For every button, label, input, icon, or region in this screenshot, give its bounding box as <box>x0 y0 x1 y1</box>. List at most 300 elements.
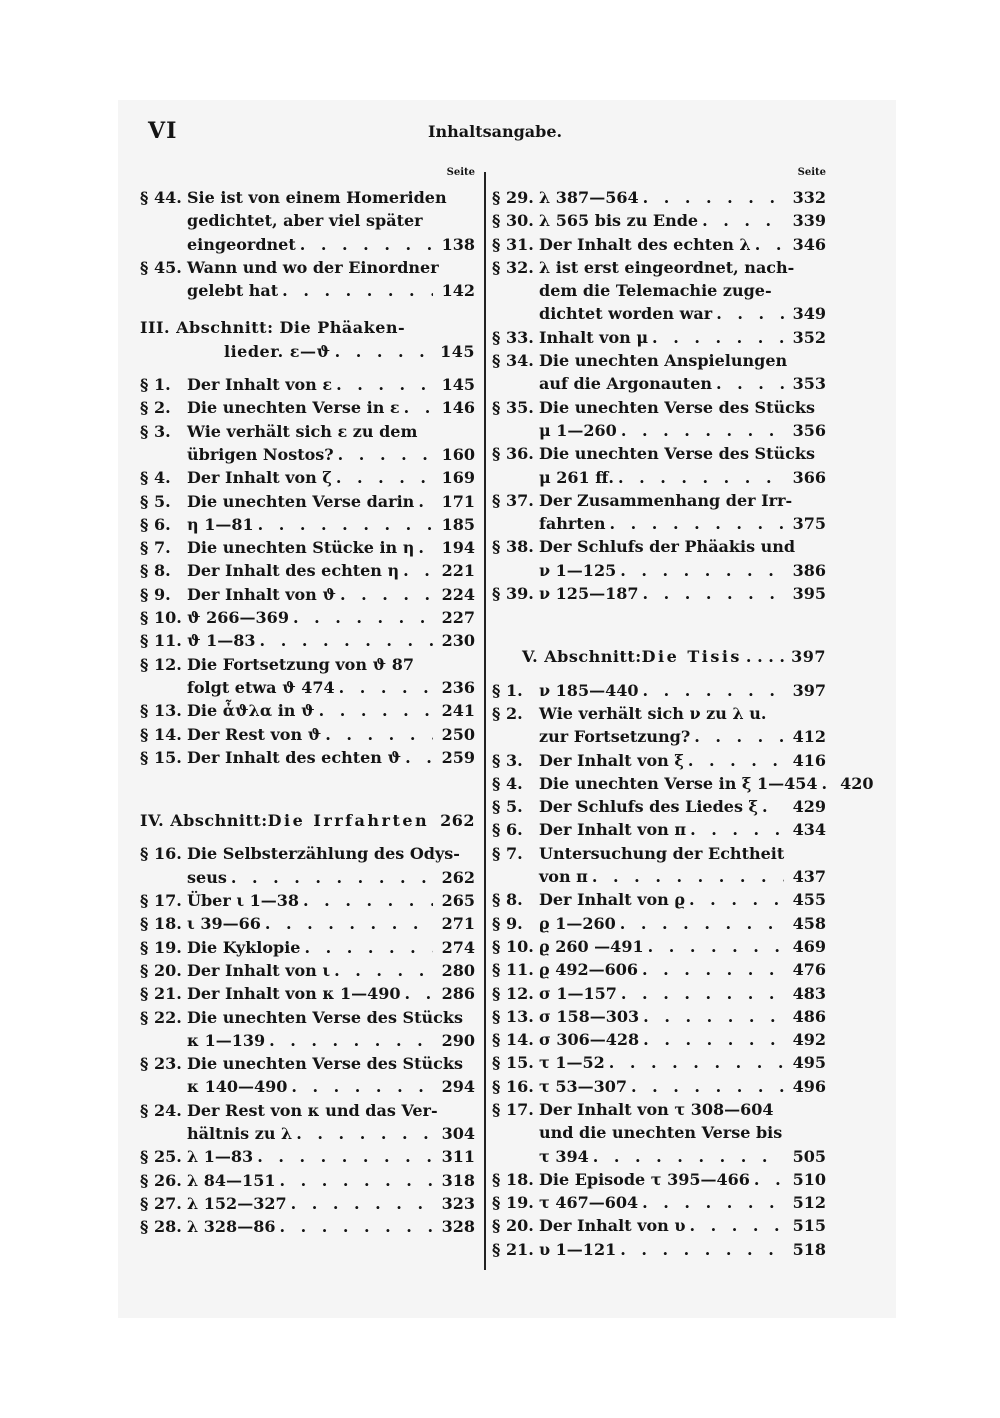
toc-entry <box>140 256 475 303</box>
leader-dots <box>418 536 433 559</box>
leader-dots <box>300 233 433 256</box>
entry-text: Der Schlufs der Phäakis und <box>539 537 796 557</box>
section-number: § 24. <box>140 1100 182 1120</box>
entry-text: fahrten <box>539 514 606 534</box>
leader-dots <box>335 340 433 363</box>
entry-text: λ 152—327 <box>187 1193 287 1213</box>
leader-dots <box>642 582 784 605</box>
toc-entry-line <box>492 396 826 419</box>
page-ref: 328 <box>441 1217 475 1237</box>
leader-dots <box>620 1238 784 1261</box>
section-number: § 5. <box>140 491 171 511</box>
leader-dots <box>754 1168 784 1191</box>
leader-dots <box>821 772 831 795</box>
toc-entry <box>492 912 826 935</box>
entry-text: Der Inhalt des echten ϑ <box>187 747 402 767</box>
section-number: § 15. <box>140 747 182 767</box>
section-number: § 3. <box>140 421 171 441</box>
section-number: § 19. <box>140 937 182 957</box>
toc-entry-line <box>492 1168 826 1191</box>
toc-entry <box>492 489 826 536</box>
toc-entry-line <box>140 490 475 513</box>
toc-entry <box>140 653 475 700</box>
page-ref: 349 <box>792 304 826 324</box>
section-number: § 14. <box>492 1030 534 1050</box>
toc-entry-line <box>140 936 475 959</box>
section-heading-v <box>492 645 826 668</box>
page-ref: 304 <box>441 1123 475 1143</box>
section-number: § 4. <box>492 773 523 793</box>
toc-entry <box>492 326 826 349</box>
entry-text: Der Rest von ϑ <box>187 724 322 744</box>
toc-entry <box>140 723 475 746</box>
toc-entry-line <box>140 1052 475 1075</box>
toc-entry <box>492 818 826 841</box>
toc-entry-line <box>140 209 475 232</box>
entry-text: und die unechten Verse bis <box>539 1123 783 1143</box>
page-ref: 395 <box>792 584 826 604</box>
toc-entry <box>140 1006 475 1053</box>
leader-dots <box>755 233 784 256</box>
page-ref: 515 <box>792 1216 826 1236</box>
section-number: § 32. <box>492 257 534 277</box>
leader-dots <box>339 676 433 699</box>
toc-entry-line <box>140 1215 475 1238</box>
toc-entry-line <box>492 679 826 702</box>
toc-entry <box>140 1169 475 1192</box>
entry-text: Der Inhalt von τ 308—604 <box>539 1099 774 1119</box>
toc-entry-line <box>140 513 475 536</box>
toc-column-right <box>492 166 874 1261</box>
toc-entry-line <box>492 512 826 535</box>
section-number: § 34. <box>492 351 534 371</box>
toc-entry <box>140 186 475 256</box>
page-ref: 434 <box>792 820 826 840</box>
toc-block-left-2 <box>140 373 475 769</box>
entry-text: Die Kyklopie <box>187 937 301 957</box>
entry-text: μ 1—260 <box>539 420 617 440</box>
entry-text: Der Inhalt von ζ <box>187 468 332 488</box>
entry-text: ϱ 1—260 <box>539 913 616 933</box>
toc-entry <box>140 889 475 912</box>
toc-entry <box>140 536 475 559</box>
toc-block-left-3 <box>140 842 475 1238</box>
toc-entry-line <box>492 702 826 725</box>
toc-entry <box>492 842 826 889</box>
leader-dots <box>620 912 784 935</box>
entry-text: Der Rest von κ und das Ver- <box>187 1100 438 1120</box>
entry-text: Die unechten Verse in ξ 1—454 <box>539 773 818 793</box>
leader-dots <box>282 279 433 302</box>
entry-text: Der Inhalt von π <box>539 820 687 840</box>
toc-entry <box>492 349 826 396</box>
leader-dots <box>258 513 433 536</box>
section-number: § 16. <box>140 844 182 864</box>
toc-entry <box>140 959 475 982</box>
entry-text: Die Selbsterzählung des Odys- <box>187 844 460 864</box>
toc-entry <box>492 935 826 958</box>
section-number: § 33. <box>492 327 534 347</box>
entry-text: λ 1—83 <box>187 1147 254 1167</box>
page-ref: 185 <box>441 514 475 534</box>
toc-entry-line <box>492 1075 826 1098</box>
entry-text: ν 125—187 <box>539 584 639 604</box>
entry-text: μ 261 ff. <box>539 467 614 487</box>
entry-text: σ 1—157 <box>539 983 617 1003</box>
entry-text: Die unechten Verse des Stücks <box>539 444 815 464</box>
toc-entry-line <box>492 912 826 935</box>
toc-entry-line <box>140 233 475 256</box>
toc-entry <box>492 1028 826 1051</box>
page-ref: 160 <box>441 444 475 464</box>
page-ref: 510 <box>792 1169 826 1189</box>
toc-entry-line <box>492 349 826 372</box>
page-ref: 339 <box>792 211 826 231</box>
toc-entry-line <box>140 1099 475 1122</box>
leader-dots <box>688 749 784 772</box>
entry-text: λ 328—86 <box>187 1217 276 1237</box>
toc-entry-line <box>140 699 475 722</box>
toc-entry-line <box>140 396 475 419</box>
toc-entry-line <box>492 1238 826 1261</box>
toc-entry-line <box>492 1191 826 1214</box>
entry-text: κ 140—490 <box>187 1077 288 1097</box>
section-number: § 30. <box>492 211 534 231</box>
entry-text: dem die Telemachie zuge- <box>539 281 772 301</box>
section-number: § 22. <box>140 1007 182 1027</box>
page-ref: 224 <box>441 584 475 604</box>
leader-dots <box>279 1169 433 1192</box>
leader-dots <box>702 209 784 232</box>
leader-dots <box>716 302 784 325</box>
leader-dots <box>620 559 784 582</box>
leader-dots <box>338 443 433 466</box>
leader-dots <box>746 645 784 668</box>
page-ref: 492 <box>792 1030 826 1050</box>
page-ref: 356 <box>792 420 826 440</box>
section-heading-iii <box>140 316 475 363</box>
entry-text: Sie ist von einem Homeriden <box>187 188 447 207</box>
leader-dots <box>265 912 433 935</box>
section-number: § 3. <box>492 750 523 770</box>
entry-text: Die unechten Verse des Stücks <box>187 1007 463 1027</box>
page-ref: 230 <box>441 631 475 651</box>
page-ref: 352 <box>792 327 826 347</box>
toc-entry-line <box>492 1121 826 1144</box>
section-number: § 15. <box>492 1053 534 1073</box>
toc-entry-line <box>140 1145 475 1168</box>
page-ref: 455 <box>792 890 826 910</box>
toc-entry-line <box>492 772 874 795</box>
leader-dots <box>291 1075 433 1098</box>
entry-text: Der Inhalt von ι <box>187 960 331 980</box>
page-ref: 294 <box>441 1077 475 1097</box>
section-number: § 13. <box>492 1006 534 1026</box>
toc-entry-line <box>492 1145 826 1168</box>
leader-dots <box>336 466 433 489</box>
page-ref: 250 <box>441 724 475 744</box>
leader-dots <box>642 958 784 981</box>
section-number: § 2. <box>492 703 523 723</box>
toc-entry-line <box>492 1028 826 1051</box>
leader-dots <box>642 1191 784 1214</box>
section-number: § 20. <box>140 960 182 980</box>
toc-entry-line <box>492 233 826 256</box>
toc-entry-line <box>492 982 826 1005</box>
page-ref: 416 <box>792 750 826 770</box>
toc-entry-line <box>492 818 826 841</box>
toc-entry-line <box>492 466 826 489</box>
page-ref: 346 <box>792 234 826 254</box>
toc-entry <box>140 982 475 1005</box>
toc-entry-line <box>140 653 475 676</box>
entry-text: Die unechten Verse in ε <box>187 398 400 418</box>
toc-entry-line <box>492 725 826 748</box>
toc-entry-line <box>140 583 475 606</box>
page-ref: 375 <box>792 514 826 534</box>
toc-entry <box>140 420 475 467</box>
toc-entry-line <box>140 842 475 865</box>
leader-dots <box>618 466 784 489</box>
toc-entry <box>492 256 826 326</box>
toc-entry <box>140 1052 475 1099</box>
toc-entry <box>140 936 475 959</box>
section-number: § 23. <box>140 1054 182 1074</box>
entry-text: τ 394 <box>539 1146 589 1166</box>
page-ref: 476 <box>792 960 826 980</box>
toc-entry <box>492 233 826 256</box>
toc-entry-line <box>140 279 475 302</box>
leader-dots <box>403 559 433 582</box>
page-ref: 280 <box>441 960 475 980</box>
toc-entry <box>140 1192 475 1215</box>
entry-text: auf die Argonauten <box>539 374 713 394</box>
toc-entry <box>492 1191 826 1214</box>
section-subtitle: lieder. ε—ϑ <box>224 341 331 361</box>
entry-text: folgt etwa ϑ 474 <box>187 677 335 697</box>
leader-dots <box>621 419 784 442</box>
page-ref: 483 <box>792 983 826 1003</box>
toc-entry-line <box>492 749 826 772</box>
section-title: Die Tisis <box>641 647 742 667</box>
toc-entry-line <box>140 866 475 889</box>
entry-text: ϑ 1—83 <box>187 631 256 651</box>
page-ref: 397 <box>792 680 826 700</box>
toc-entry <box>492 982 826 1005</box>
leader-dots <box>257 1145 433 1168</box>
toc-column-left <box>140 166 475 1238</box>
page-ref: 145 <box>440 341 475 361</box>
leader-dots <box>592 865 784 888</box>
page-ref: 145 <box>441 375 475 395</box>
section-number: § 31. <box>492 234 534 254</box>
section-number: § 39. <box>492 584 534 604</box>
page-ref: 227 <box>441 608 475 628</box>
entry-text: Wann und wo der Einordner <box>187 257 439 277</box>
leader-dots <box>404 982 433 1005</box>
page-ref: 412 <box>792 727 826 747</box>
leader-dots <box>643 1005 784 1028</box>
entry-text: Der Inhalt des echten λ <box>539 234 751 254</box>
entry-text: Die Fortsetzung von ϑ 87 <box>187 654 414 674</box>
leader-dots <box>610 512 784 535</box>
toc-entry <box>140 466 475 489</box>
page-ref: 311 <box>441 1147 475 1167</box>
leader-dots <box>325 723 433 746</box>
entry-text: Der Inhalt von ϑ <box>187 584 336 604</box>
section-number: § 16. <box>492 1076 534 1096</box>
toc-entry-line <box>492 535 826 558</box>
page-ref: 241 <box>441 701 475 721</box>
section-number: § 9. <box>140 584 171 604</box>
leader-dots <box>260 629 433 652</box>
running-title: Inhaltsangabe. <box>428 122 563 141</box>
toc-entry-line <box>140 1006 475 1029</box>
toc-entry <box>140 1145 475 1168</box>
toc-entry <box>492 1051 826 1074</box>
toc-entry-line <box>492 795 826 818</box>
toc-block-left-1 <box>140 186 475 302</box>
toc-entry-line <box>140 606 475 629</box>
toc-entry <box>140 559 475 582</box>
section-number: § 7. <box>140 538 171 558</box>
toc-entry-line <box>492 372 826 395</box>
page-ref: 236 <box>441 677 475 697</box>
entry-text: Der Schlufs des Liedes ξ <box>539 797 759 817</box>
toc-entry-line <box>492 1005 826 1028</box>
section-number: § 17. <box>492 1099 534 1119</box>
toc-entry-line <box>140 1075 475 1098</box>
entry-text: gelebt hat <box>187 281 279 301</box>
entry-text: λ ist erst eingeordnet, nach- <box>539 257 795 277</box>
leader-dots <box>269 1029 433 1052</box>
toc-entry-line <box>140 256 475 279</box>
entry-text: Die unechten Verse des Stücks <box>187 1054 463 1074</box>
page-ref: 353 <box>792 374 826 394</box>
toc-entry <box>492 679 826 702</box>
page-ref: 518 <box>792 1239 826 1259</box>
entry-text: Untersuchung der Echtheit <box>539 843 785 863</box>
toc-entry <box>140 606 475 629</box>
section-number: § 21. <box>492 1239 534 1259</box>
entry-text: ι 39—66 <box>187 914 261 934</box>
toc-entry-line <box>492 326 826 349</box>
toc-entry <box>492 535 826 582</box>
toc-entry-line <box>140 373 475 396</box>
page-number: VI <box>148 118 178 144</box>
entry-text: Die ἆϑλα in ϑ <box>187 701 315 721</box>
entry-text: σ 158—303 <box>539 1006 640 1026</box>
toc-entry <box>140 583 475 606</box>
toc-entry <box>492 1214 826 1237</box>
section-number: § 4. <box>140 468 171 488</box>
entry-text: ϱ 260 —491 <box>539 936 644 956</box>
entry-text: λ 387—564 <box>539 188 639 207</box>
entry-text: τ 53—307 <box>539 1076 627 1096</box>
leader-dots <box>296 1122 433 1145</box>
leader-dots <box>621 982 784 1005</box>
leader-dots <box>404 396 433 419</box>
leader-dots <box>609 1051 784 1074</box>
page-ref: 146 <box>441 398 475 418</box>
leader-dots <box>334 959 433 982</box>
leader-dots <box>593 1145 784 1168</box>
section-number: § 27. <box>140 1193 182 1213</box>
entry-text: Der Inhalt von κ 1—490 <box>187 984 401 1004</box>
toc-entry <box>492 1005 826 1028</box>
section-number: § 38. <box>492 537 534 557</box>
section-number: § 21. <box>140 984 182 1004</box>
entry-text: ϑ 266—369 <box>187 608 289 628</box>
toc-entry <box>492 186 826 209</box>
entry-text: eingeordnet <box>187 234 296 254</box>
toc-entry <box>492 396 826 443</box>
section-label: V. Abschnitt: <box>522 647 642 667</box>
section-number: § 7. <box>492 843 523 863</box>
toc-entry-line <box>492 489 826 512</box>
page-header <box>148 118 825 148</box>
toc-entry-line <box>492 1051 826 1074</box>
toc-entry <box>492 582 826 605</box>
page-ref: 386 <box>792 560 826 580</box>
leader-dots <box>319 699 433 722</box>
section-number: § 29. <box>492 188 534 207</box>
page-ref: 265 <box>441 891 475 911</box>
section-number: § 44. <box>140 188 182 207</box>
section-number: § 12. <box>140 654 182 674</box>
entry-text: Der Inhalt von ϱ <box>539 890 686 910</box>
entry-text: η 1—81 <box>187 514 254 534</box>
toc-entry <box>492 958 826 981</box>
entry-text: Die unechten Verse darin <box>187 491 415 511</box>
toc-entry <box>140 629 475 652</box>
leader-dots <box>694 725 784 748</box>
toc-entry <box>492 1168 826 1191</box>
entry-text: übrigen Nostos? <box>187 444 334 464</box>
toc-entry-line <box>492 419 826 442</box>
toc-entry-line <box>492 442 826 465</box>
leader-dots <box>303 889 433 912</box>
entry-text: Die unechten Verse des Stücks <box>539 397 815 417</box>
section-number: § 6. <box>140 514 171 534</box>
page-ref: 286 <box>441 984 475 1004</box>
section-number: § 13. <box>140 701 182 721</box>
section-number: § 26. <box>140 1170 182 1190</box>
entry-text: Die unechten Anspielungen <box>539 351 788 371</box>
leader-dots <box>293 606 433 629</box>
leader-dots <box>652 326 784 349</box>
toc-entry <box>140 1099 475 1146</box>
section-number: § 18. <box>492 1169 534 1189</box>
entry-text: Wie verhält sich ε zu dem <box>187 421 418 441</box>
section-number: § 19. <box>492 1193 534 1213</box>
page-ref: 486 <box>792 1006 826 1026</box>
page-ref: 221 <box>441 561 475 581</box>
section-number: § 12. <box>492 983 534 1003</box>
section-number: § 37. <box>492 490 534 510</box>
section-number: § 10. <box>492 936 534 956</box>
toc-entry-line <box>140 443 475 466</box>
page-ref: 259 <box>441 747 475 767</box>
toc-entry-line <box>492 888 826 911</box>
entry-text: Über ι 1—38 <box>187 891 300 911</box>
toc-entry-line <box>140 1169 475 1192</box>
leader-dots <box>642 679 784 702</box>
section-number: § 25. <box>140 1147 182 1167</box>
section-number: § 10. <box>140 608 182 628</box>
page-ref: 495 <box>792 1053 826 1073</box>
section-number: § 6. <box>492 820 523 840</box>
